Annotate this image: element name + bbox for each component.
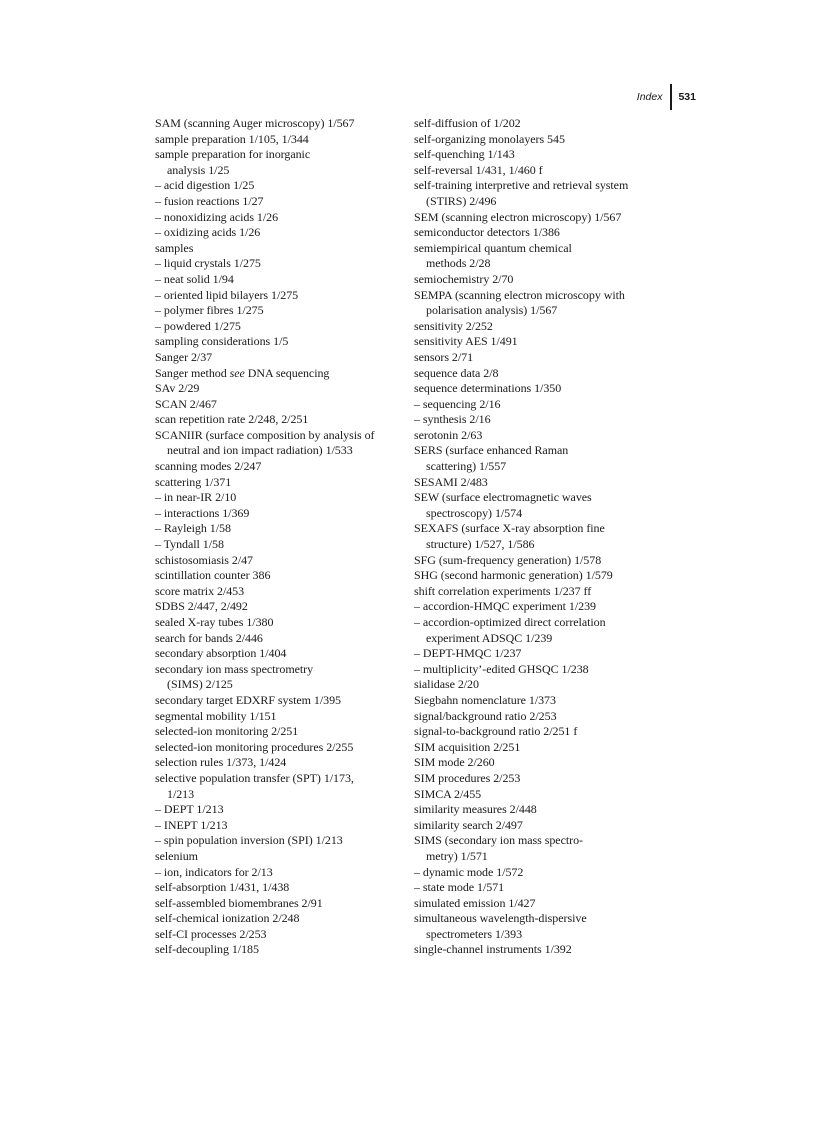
index-entry: sample preparation 1/105, 1/344 (155, 131, 309, 146)
index-subentry: – oriented lipid bilayers 1/275 (155, 287, 299, 302)
index-entry: SEMPA (scanning electron microscopy with (414, 287, 625, 302)
index-entry: SCAN 2/467 (155, 396, 217, 411)
index-entry-text: Sanger method (155, 365, 230, 380)
index-entry: self-training interpretive and retrieval system (414, 178, 629, 193)
index-column-left (155, 116, 405, 958)
index-entry: sealed X-ray tubes 1/380 (155, 615, 274, 629)
index-entry: sampling considerations 1/5 (155, 334, 289, 349)
index-entry: SHG (second harmonic generation) 1/579 (414, 568, 613, 583)
index-entry: self-chemical ionization 2/248 (155, 911, 300, 926)
index-entry: sensitivity AES 1/491 (414, 334, 518, 349)
index-subentry: – fusion reactions 1/27 (155, 193, 264, 208)
index-subentry: – DEPT-HMQC 1/237 (414, 646, 522, 661)
index-subentry: – liquid crystals 1/275 (155, 256, 261, 271)
index-entry: self-decoupling 1/185 (155, 942, 259, 957)
index-subentry: – oxidizing acids 1/26 (155, 225, 261, 240)
index-subentry: – multiplicity’-edited GHSQC 1/238 (414, 661, 589, 676)
index-entry: sample preparation for inorganic (155, 147, 311, 162)
index-entry: semiempirical quantum chemical (414, 240, 572, 255)
index-entry: samples (155, 240, 194, 255)
index-subentry: – DEPT 1/213 (155, 802, 224, 817)
index-entry: secondary ion mass spectrometry (155, 661, 314, 676)
index-entry: search for bands 2/446 (155, 630, 263, 645)
index-entry: self-reversal 1/431, 1/460 f (414, 162, 543, 177)
index-entry: SIM procedures 2/253 (414, 770, 521, 785)
index-subentry: – spin population inversion (SPI) 1/213 (155, 833, 343, 848)
index-subentry: – nonoxidizing acids 1/26 (155, 209, 279, 224)
index-entry: self-assembled biomembranes 2/91 (155, 895, 323, 910)
index-entry: selection rules 1/373, 1/424 (155, 755, 287, 770)
index-entry-continuation: methods 2/28 (426, 256, 491, 271)
running-head (637, 84, 696, 110)
index-entry-continuation: (SIMS) 2/125 (167, 677, 233, 692)
index-entry: similarity measures 2/448 (414, 802, 537, 817)
index-entry: SEXAFS (surface X-ray absorption fine (414, 521, 605, 536)
index-entry: simulated emission 1/427 (414, 895, 536, 910)
index-subentry: – INEPT 1/213 (155, 817, 228, 832)
index-entry: SEM (scanning electron microscopy) 1/567 (414, 209, 622, 224)
index-subentry: – in near-IR 2/10 (155, 490, 237, 505)
index-entry: self-diffusion of 1/202 (414, 116, 521, 130)
index-entry-continuation: neutral and ion impact radiation) 1/533 (167, 443, 353, 458)
index-entry: secondary target EDXRF system 1/395 (155, 692, 342, 707)
index-entry: segmental mobility 1/151 (155, 708, 277, 723)
index-entry-continuation: (STIRS) 2/496 (426, 193, 497, 208)
index-entry: semiconductor detectors 1/386 (414, 225, 560, 240)
index-entry: selected-ion monitoring 2/251 (155, 724, 299, 739)
index-column-right (414, 116, 676, 958)
index-subentry: – interactions 1/369 (155, 505, 250, 520)
index-entry: SIMS (secondary ion mass spectro- (414, 833, 583, 848)
index-subentry: – Tyndall 1/58 (155, 537, 224, 552)
index-entry: shift correlation experiments 1/237 ff (414, 583, 592, 598)
index-entry: semiochemistry 2/70 (414, 271, 514, 286)
index-entry-continuation: scattering) 1/557 (426, 459, 507, 474)
index-subentry: – Rayleigh 1/58 (155, 521, 231, 536)
section-label: Index (636, 91, 663, 103)
index-subentry: – accordion-HMQC experiment 1/239 (414, 599, 596, 614)
see-reference: see (229, 365, 245, 380)
index-subentry: – acid digestion 1/25 (155, 178, 255, 193)
index-entry: SESAMI 2/483 (414, 474, 488, 489)
index-entry: scintillation counter 386 (155, 568, 271, 583)
index-entry: sensors 2/71 (414, 349, 474, 364)
index-subentry: – accordion-optimized direct correlation (414, 615, 606, 629)
index-entry: score matrix 2/453 (155, 583, 245, 598)
index-entry: SAv 2/29 (155, 381, 200, 396)
index-entry-continuation: spectrometers 1/393 (426, 926, 523, 941)
index-entry: similarity search 2/497 (414, 817, 523, 832)
index-entry-continuation: metry) 1/571 (426, 848, 488, 863)
index-entry: signal/background ratio 2/253 (414, 708, 557, 723)
index-entry: scan repetition rate 2/248, 2/251 (155, 412, 309, 427)
index-entry: SAM (scanning Auger microscopy) 1/567 (155, 116, 355, 130)
index-entry: scattering 1/371 (155, 474, 232, 489)
index-entry: serotonin 2/63 (414, 427, 483, 442)
index-entry: signal-to-background ratio 2/251 f (414, 724, 578, 739)
index-entry: simultaneous wavelength-dispersive (414, 911, 587, 926)
index-entry: SIM mode 2/260 (414, 755, 495, 770)
index-entry: SERS (surface enhanced Raman (414, 443, 569, 458)
index-entry: SFG (sum-frequency generation) 1/578 (414, 552, 602, 567)
page-number: 531 (678, 91, 696, 103)
index-entry: SEW (surface electromagnetic waves (414, 490, 592, 505)
index-entry: self-absorption 1/431, 1/438 (155, 880, 290, 895)
index-entry: SDBS 2/447, 2/492 (155, 599, 248, 614)
index-subentry: – dynamic mode 1/572 (414, 864, 524, 879)
index-entry: scanning modes 2/247 (155, 459, 262, 474)
index-subentry: – polymer fibres 1/275 (155, 303, 264, 318)
index-subentry: – state mode 1/571 (414, 880, 505, 895)
index-subentry: – sequencing 2/16 (414, 396, 501, 411)
index-entry: sequence determinations 1/350 (414, 381, 562, 396)
index-entry: Siegbahn nomenclature 1/373 (414, 692, 556, 707)
index-entry: sequence data 2/8 (414, 365, 499, 380)
index-subentry: – synthesis 2/16 (414, 412, 491, 427)
index-entry: schistosomiasis 2/47 (155, 552, 254, 567)
index-entry: selenium (155, 848, 198, 863)
index-entry: sialidase 2/20 (414, 677, 479, 692)
index-entry: SIMCA 2/455 (414, 786, 482, 801)
index-entry: self-organizing monolayers 545 (414, 131, 565, 146)
index-entry-continuation: polarisation analysis) 1/567 (426, 303, 558, 318)
index-entry: SCANIIR (surface composition by analysis of (155, 427, 375, 442)
index-entry-continuation: experiment ADSQC 1/239 (426, 630, 553, 645)
index-entry: sensitivity 2/252 (414, 318, 493, 333)
index-subentry: – neat solid 1/94 (155, 271, 234, 286)
index-entry: self-CI processes 2/253 (155, 926, 267, 941)
index-entry-continuation: spectroscopy) 1/574 (426, 505, 523, 520)
index-entry: secondary absorption 1/404 (155, 646, 287, 661)
index-entry (155, 366, 405, 382)
index-entry: SIM acquisition 2/251 (414, 739, 521, 754)
index-entry: selected-ion monitoring procedures 2/255 (155, 739, 354, 754)
index-subentry: – ion, indicators for 2/13 (155, 864, 273, 879)
index-entry: single-channel instruments 1/392 (414, 942, 572, 957)
index-entry: self-quenching 1/143 (414, 147, 515, 162)
index-subentry: – powdered 1/275 (155, 318, 241, 333)
index-entry: selective population transfer (SPT) 1/173, (155, 770, 354, 785)
index-entry: Sanger 2/37 (155, 349, 213, 364)
index-entry-continuation: structure) 1/527, 1/586 (426, 537, 535, 552)
see-target: DNA sequencing (244, 365, 330, 380)
index-entry-continuation: 1/213 (167, 786, 195, 801)
index-entry-continuation: analysis 1/25 (167, 162, 230, 177)
